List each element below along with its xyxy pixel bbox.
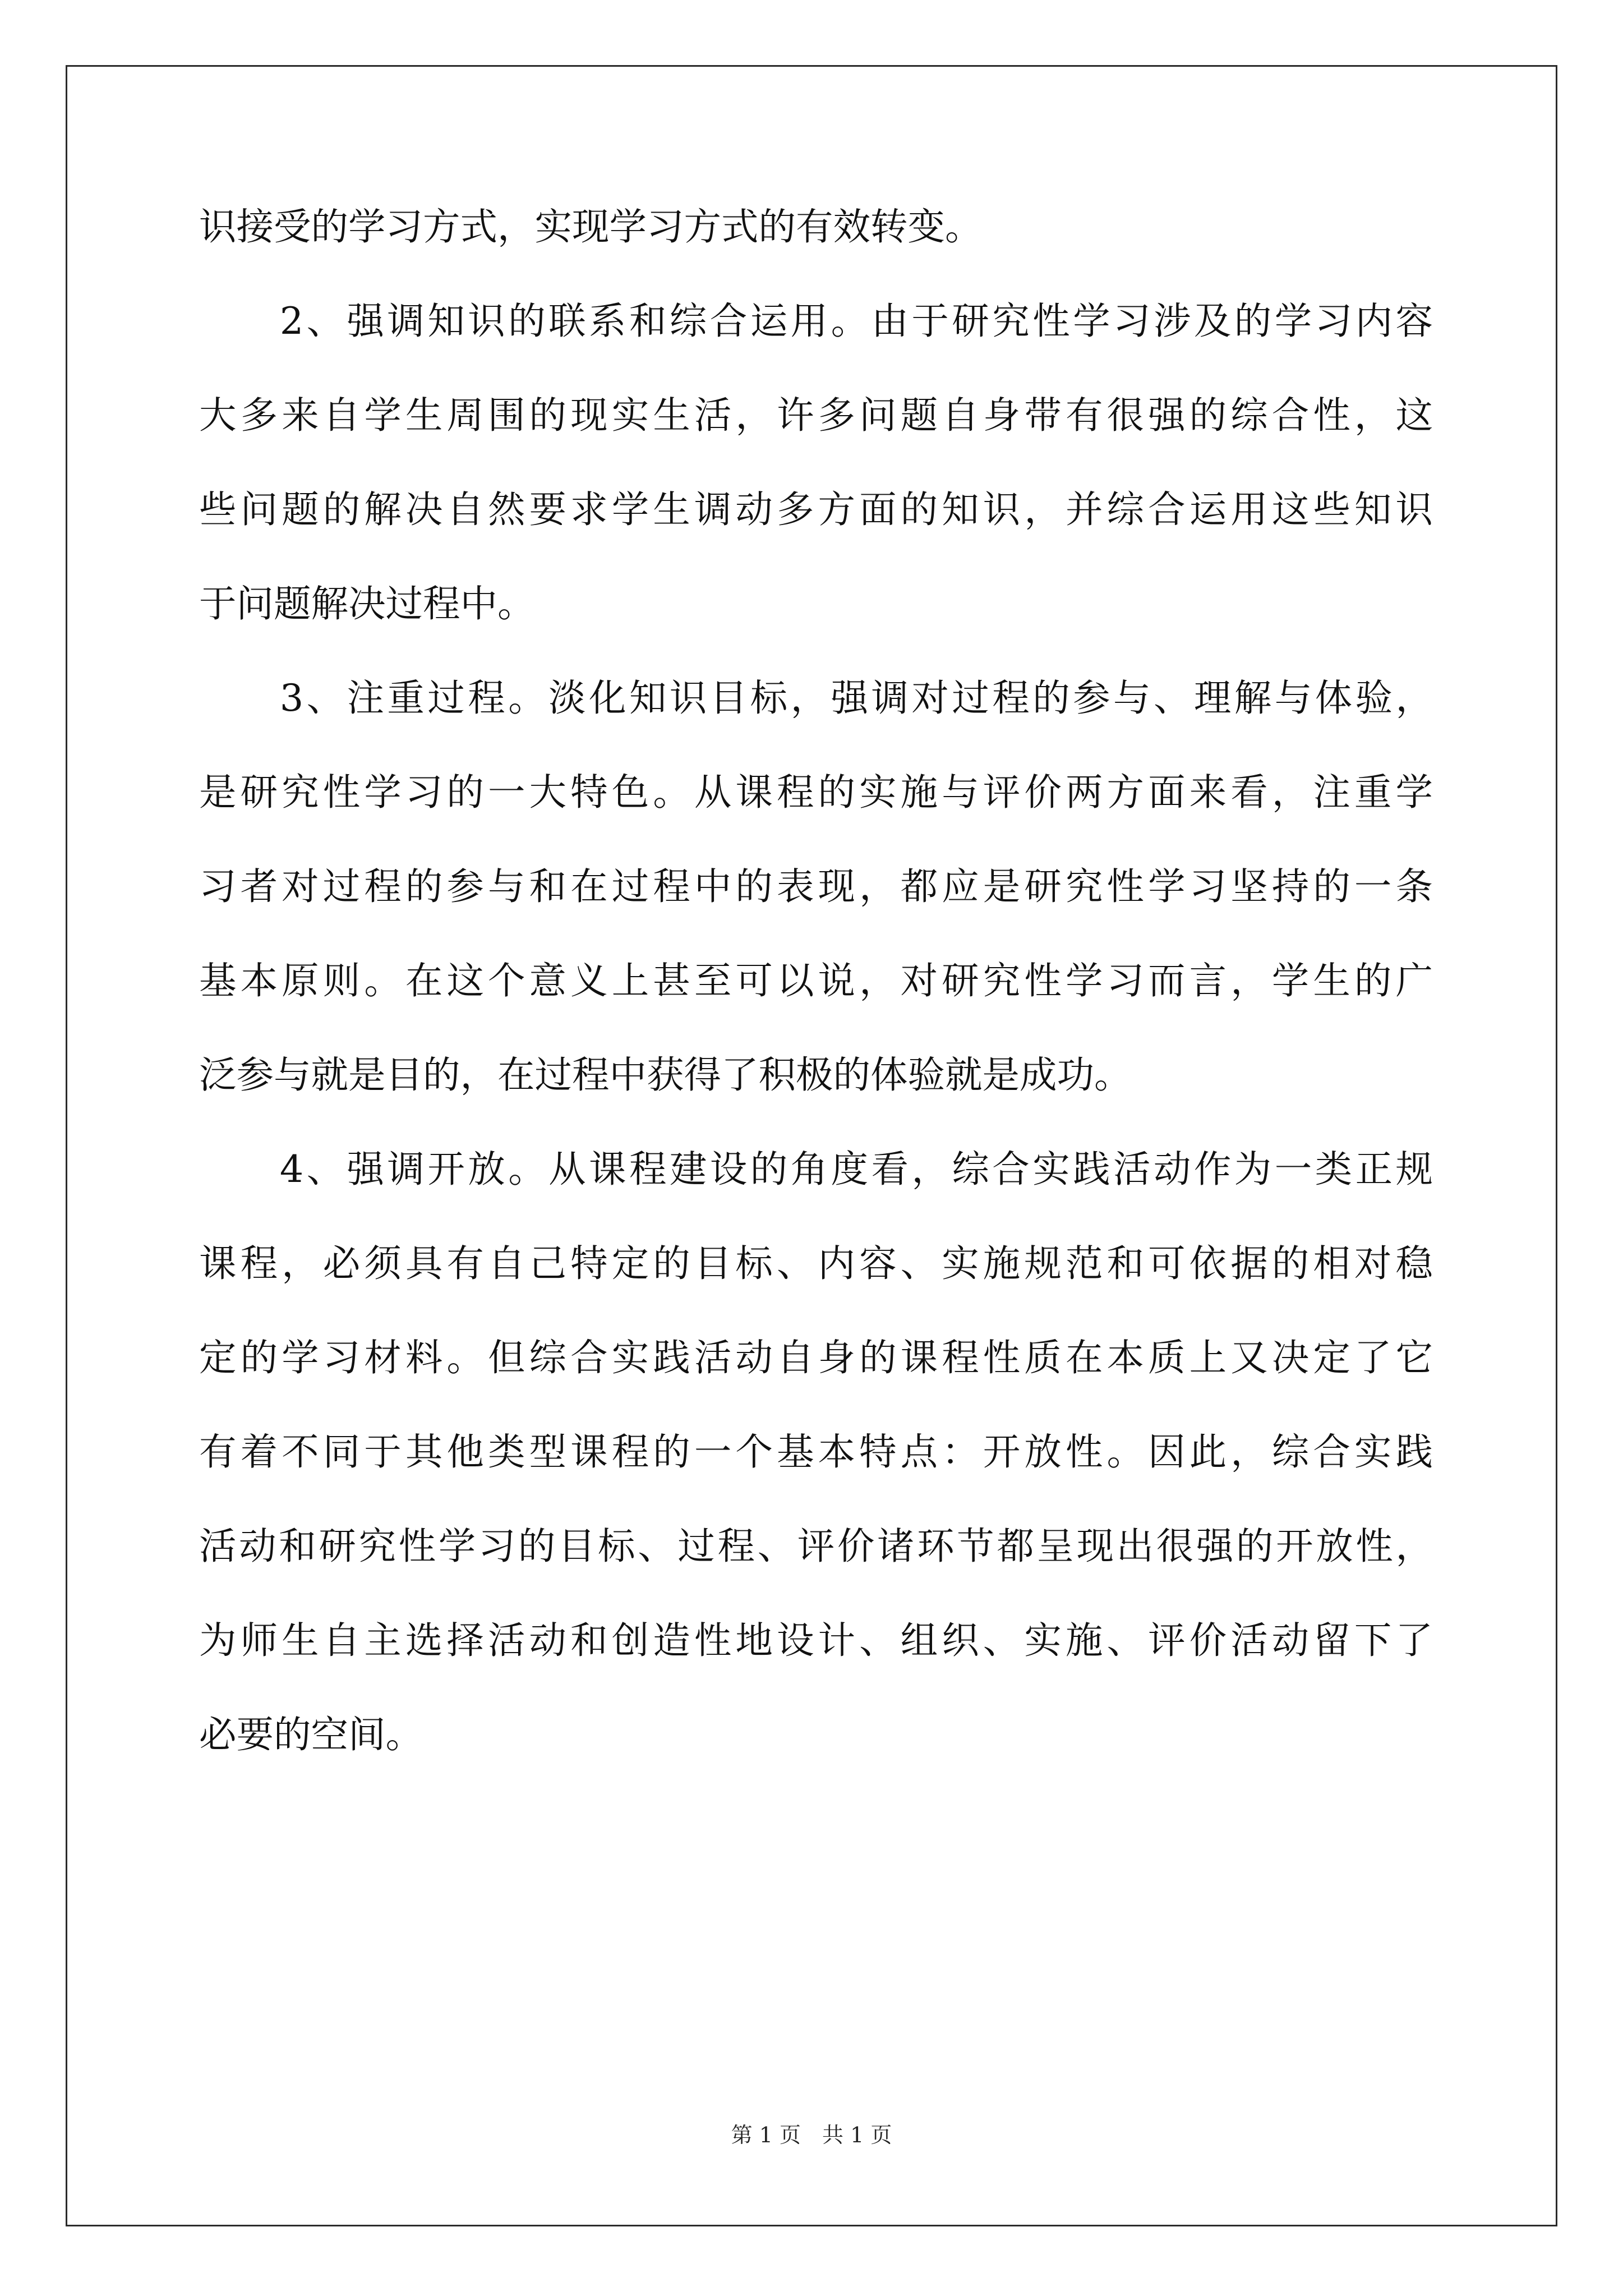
page-number-label: 第 1 页 共 1 页 bbox=[731, 2123, 892, 2147]
line-gap bbox=[199, 1574, 1433, 1612]
paragraph-gap bbox=[199, 632, 1433, 670]
text-line: 些问题的解决自然要求学生调动多方面的知识，并综合运用这些知识 bbox=[199, 487, 1433, 531]
text-line: 活动和研究性学习的目标、过程、评价诸环节都呈现出很强的开放性， bbox=[199, 1524, 1433, 1568]
line-gap bbox=[199, 1386, 1433, 1424]
line-gap bbox=[199, 1291, 1433, 1329]
line-gap bbox=[199, 1197, 1433, 1235]
line-gap bbox=[199, 1668, 1433, 1706]
line-gap bbox=[199, 914, 1433, 953]
line-gap bbox=[199, 1009, 1433, 1047]
text-line: 4、强调开放。从课程建设的角度看，综合实践活动作为一类正规 bbox=[199, 1147, 1433, 1191]
text-line: 是研究性学习的一大特色。从课程的实施与评价两方面来看，注重学 bbox=[199, 770, 1433, 814]
text-line: 为师生自主选择活动和创造性地设计、组织、实施、评价活动留下了 bbox=[199, 1618, 1433, 1662]
paragraph-gap bbox=[199, 1103, 1433, 1141]
text-line: 基本原则。在这个意义上甚至可以说，对研究性学习而言，学生的广 bbox=[199, 959, 1433, 1002]
page-footer bbox=[0, 2121, 1623, 2149]
text-line: 课程，必须具有自己特定的目标、内容、实施规范和可依据的相对稳 bbox=[199, 1241, 1433, 1285]
text-line: 泛参与就是目的，在过程中获得了积极的体验就是成功。 bbox=[199, 1053, 1132, 1097]
text-line: 大多来自学生周围的现实生活，许多问题自身带有很强的综合性，这 bbox=[199, 393, 1433, 437]
paragraph-gap bbox=[199, 255, 1433, 293]
text-line: 2、强调知识的联系和综合运用。由于研究性学习涉及的学习内容 bbox=[199, 299, 1433, 343]
line-gap bbox=[199, 537, 1433, 576]
text-line: 习者对过程的参与和在过程中的表现，都应是研究性学习坚持的一条 bbox=[199, 864, 1433, 908]
text-line: 必要的空间。 bbox=[199, 1713, 423, 1756]
line-gap bbox=[199, 1480, 1433, 1518]
line-gap bbox=[199, 726, 1433, 764]
text-line: 识接受的学习方式，实现学习方式的有效转变。 bbox=[199, 205, 983, 249]
text-line: 3、注重过程。淡化知识目标，强调对过程的参与、理解与体验， bbox=[199, 676, 1433, 720]
line-gap bbox=[199, 820, 1433, 858]
text-line: 定的学习材料。但综合实践活动自身的课程性质在本质上又决定了它 bbox=[199, 1336, 1433, 1379]
text-line: 于问题解决过程中。 bbox=[199, 582, 535, 625]
text-line: 有着不同于其他类型课程的一个基本特点：开放性。因此，综合实践 bbox=[199, 1430, 1433, 1474]
line-gap bbox=[199, 349, 1433, 387]
line-gap bbox=[199, 443, 1433, 481]
document-body bbox=[199, 199, 1433, 1763]
